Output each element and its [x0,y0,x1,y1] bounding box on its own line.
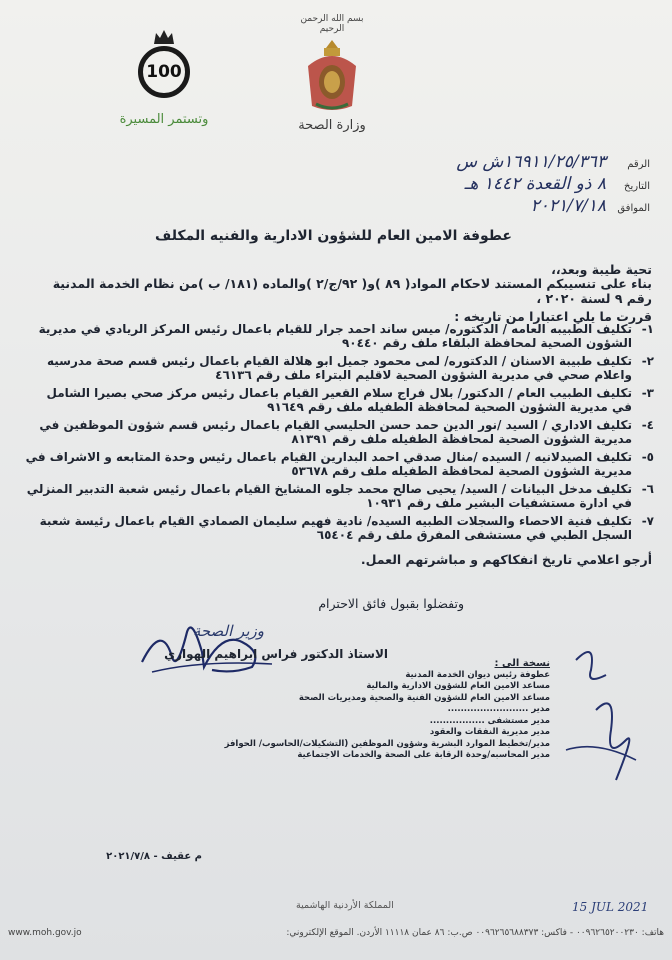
item-number: ٢- [641,354,654,368]
copy-line: مدير مستشفى ................. [429,715,550,726]
ministry-name: وزارة الصحة [298,118,366,133]
basmala: بسم الله الرحمن الرحيم [300,14,364,34]
ministry-emblem [296,14,368,140]
copies-list [190,658,550,762]
reference-corresponding-value: ٢٠٢١/٧/١٨ [530,196,606,216]
coat-of-arms-icon [302,36,362,116]
reference-date-value: ٨ ذو القعدة ١٤٤٢ هـ [464,174,606,194]
copies-heading: نسخة الى : [494,658,550,669]
list-item [24,418,654,446]
centennial-number: 100 [146,62,182,82]
request-line: أرجو اعلامي تاريخ انفكاكهم و مباشرتهم العمل. [360,552,652,567]
copy-line: مدير ......................... [447,704,550,714]
item-text: تكليف الطبيبه العامه / الدكتوره/ ميس ساند احمد جرار للقيام باعمال رئيس المركز الريادي في مديرية الشؤون الصحية لمحافظة البلقاء ملف رقم ٩٠٤٤٠ [38,322,632,350]
item-text: تكليف الصيدلانيه / السيده /منال صدقي احمد البدارين القيام باعمال رئيس وحدة المتابعه و الاشراف في مديرية الشؤون الصحية لمحافظة الطفيله ملف رقم ٥٣٦٧٨ [25,450,632,478]
footer [8,928,664,938]
centennial-slogan: وتستمر المسيرة [119,112,209,127]
list-item [24,386,654,414]
reference-corresponding-label: الموافق [617,203,650,214]
reference-number-label: الرقم [627,159,650,170]
kingdom-name: المملكة الأردنية الهاشمية [296,900,394,911]
attachment-note: م عقيف - ٢٠٢١/٧/٨ [106,851,202,862]
greeting: تحية طيبة وبعد،، [551,262,652,277]
copy-line: عطوفة رئيس ديوان الخدمة المدنية [405,669,550,680]
item-number: ٦- [641,482,654,496]
reference-number-value: ١٦٩١١/٢٥/٣٦٣ش س [456,152,606,172]
signature-title: وزير الصحة [192,622,264,640]
received-stamp: 15 JUL 2021 [572,900,649,914]
footer-address: هاتف: ٠٠٩٦٢٦٥٢٠٠٢٣٠ - فاكس: ٠٠٩٦٢٦٥٦٨٨٣٧٣ ص.ب: ٨٦ عمان ١١١١٨ الأردن. الموقع الإلكتروني: [286,928,664,938]
list-item [24,450,654,478]
item-text: تكليف مدخل البيانات / السيد/ يحيى صالح محمد جلوه المشايخ القيام باعمال رئيس شعبة التدبير المنزلي في ادارة مستشفيات البشير ملف رقم ١٠٩٣١ [26,482,632,510]
item-number: ٥- [641,450,654,464]
copy-line: مدير المحاسبه/وحدة الرقابة على الصحة والخدمات الاجتماعية [297,750,550,760]
margin-initials [556,640,646,790]
copy-line: مساعد الامين العام للشؤون الادارية والمالية [366,681,550,691]
item-number: ٧- [641,514,654,528]
centennial-logo [118,18,210,128]
copy-line: مساعد الامين العام للشؤون الفنية والصحية ومديريات الصحة [298,692,550,703]
footer-website[interactable]: www.moh.gov.jo [8,928,82,938]
signature-name: الاستاذ الدكتور فراس ابراهيم الهواري [164,647,388,661]
item-text: تكليف الطبيب العام / الدكتور/ بلال فراج سلام القعير القيام باعمال رئيس مركز صحي بصيرا الشامل في مديرية الشؤون الصحية لمحافظة الطفيله ملف رقم ٩١٦٤٩ [46,386,632,414]
reference-block [400,152,650,218]
list-item [24,514,654,542]
list-item [24,322,654,350]
copy-line: مدير/تخطيط الموارد البشرية وشؤون الموظفين (التشكيلات/الحاسوب/ الحوافز [224,738,550,749]
item-number: ٤- [641,418,654,432]
crown-icon [152,28,176,46]
legal-basis: بناء على تنسيبكم المستند لاحكام المواد( ٨٩ )و( ٩٢/ج/٢ )والماده (١٨١/ ب )من نظام الخدمة المدنية رقم ٩ لسنة ٢٠٢٠ ، [52,276,652,306]
reference-date-label: التاريخ [624,181,650,192]
item-text: تكليف الاداري / السيد /نور الدين حمد حسن الحليسي القيام باعمال رئيس قسم شؤون الموظفين في مديرية الشؤون الصحية لمحافظة الطفيله ملف رقم ٨١٣٩١ [39,418,632,446]
list-item [24,482,654,510]
assignment-list [24,322,654,546]
copy-line: مدير مديرية النفقات والعقود [429,727,550,737]
item-text: تكليف فنية الاحصاء والسجلات الطبيه السيده/ نادية فهيم سليمان الصمادي القيام باعمال رئيسة شعبة السجل الطبي في مستشفى المفرق ملف رقم ٦٥٤٠٤ [39,514,632,542]
reference-corresponding-row [400,196,650,218]
letter-subject: عطوفة الامين العام للشؤون الادارية والفنيه المكلف [155,228,512,244]
centennial-ring [138,46,190,98]
list-item [24,354,654,382]
reference-date-row [400,174,650,196]
closing-line: وتفضلوا بقبول فائق الاحترام [318,596,464,611]
item-text: تكليف طبيبة الاسنان / الدكتوره/ لمى محمود جميل ابو هلالة القيام باعمال رئيس قسم صحة مدرسيه واعلام صحي في مديرية الشؤون الصحية لاقليم البتراء ملف رقم ٤٦١٣٦ [46,354,632,382]
item-number: ٣- [641,386,654,400]
decision-intro: قررت ما يلي اعتبارا من تاريخه : [454,309,652,324]
reference-number-row [400,152,650,174]
item-number: ١- [641,322,654,336]
